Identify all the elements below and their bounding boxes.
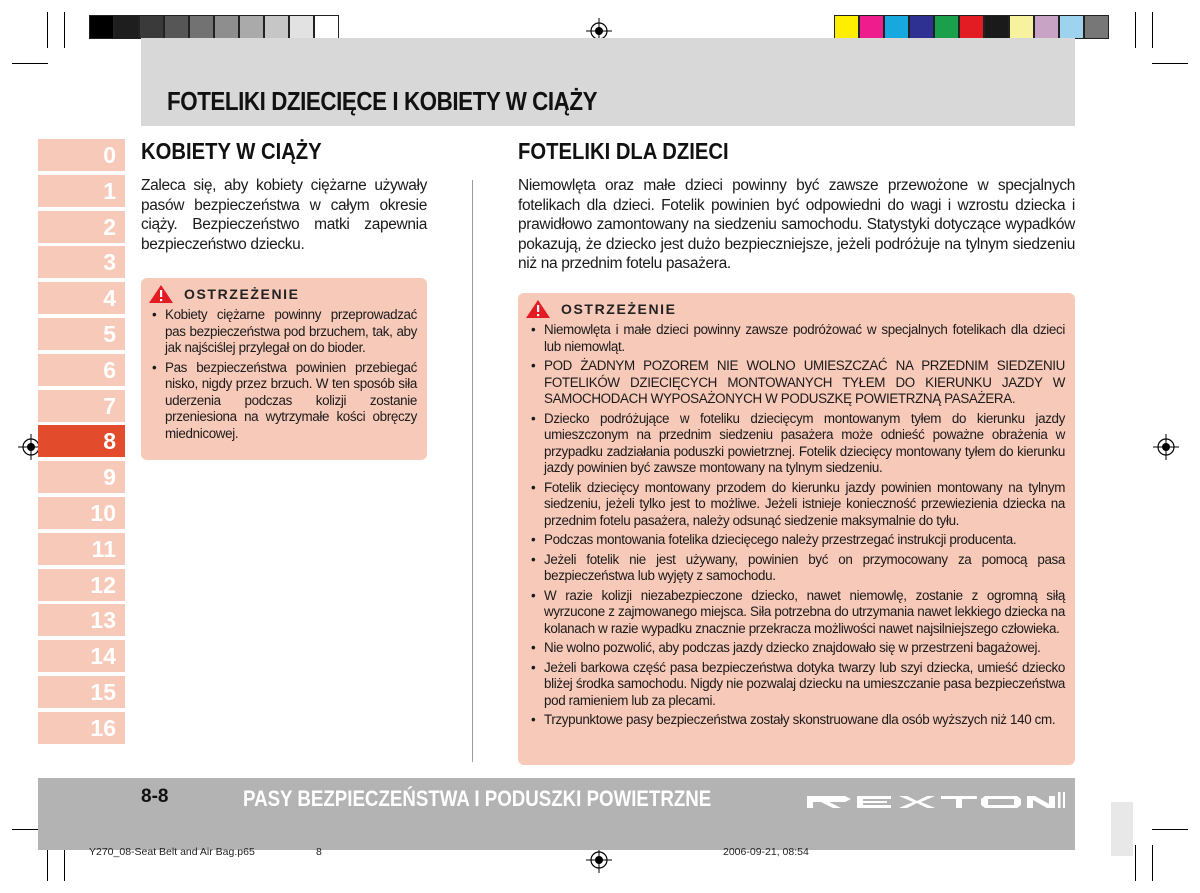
color-swatch xyxy=(934,15,959,39)
chapter-tab-2[interactable]: 2 xyxy=(38,211,125,243)
warning-item: • Pas bezpieczeństwa powinien przebiegać nisko, nigdy przez brzuch. W ten sposób siła uderzenia podczas kolizji zostanie przeniesiona na wytrzymałe kości obręczy miednicowej. xyxy=(151,360,417,443)
chapter-tab-16[interactable]: 16 xyxy=(38,712,125,744)
chapter-tab-11[interactable]: 11 xyxy=(38,533,125,565)
crop-mark xyxy=(1152,63,1188,64)
section-heading-pregnant: KOBIETY W CIĄŻY xyxy=(141,138,322,164)
rexton-logo-icon xyxy=(805,786,1065,812)
print-slug-page: 8 xyxy=(316,846,322,858)
registration-mark-icon xyxy=(1153,434,1179,460)
child-seats-paragraph: Niemowlęta oraz małe dzieci powinny być zawsze przewożone w specjalnych fotelikach dla dzieci. Fotelik powinien być odpowiedni do wagi i wzrostu dziecka i prawidłowo zamontowany na siedzeniu samochodu. Statystyki dotyczące wypadków pokazują, że dziecko jest dużo bezpieczniejsze, jeżeli podróżuje na tylnym siedzeniu niż na przednim fotelu pasażera. xyxy=(518,177,1075,272)
chapter-tab-1[interactable]: 1 xyxy=(38,175,125,207)
chapter-tab-15[interactable]: 15 xyxy=(38,676,125,708)
warning-item: • Nie wolno pozwolić, aby podczas jazdy dziecko znajdowało się w przestrzeni bagażowej. xyxy=(530,640,1065,657)
warning-item: • Niemowlęta i małe dzieci powinny zawsze podróżować w specjalnych fotelikach dla dzieci lub niemowląt. xyxy=(530,322,1065,355)
chapter-tab-7[interactable]: 7 xyxy=(38,390,125,422)
gray-swatch xyxy=(189,15,214,39)
pregnant-paragraph: Zaleca się, aby kobiety ciężarne używały pasów bezpieczeństwa w całym okresie ciąży. Bezpieczeństwo matki zapewnia bezpieczeństwo dziecku. xyxy=(141,177,427,253)
chapter-tab-12[interactable]: 12 xyxy=(38,569,125,601)
crop-mark xyxy=(1135,12,1136,48)
crop-mark xyxy=(47,12,48,48)
warning-item: • W razie kolizji niezabezpieczone dziecko, nawet niemowlę, zostanie z ogromną siłą wyrzucone z zajmowanego miejsca. Siła potrzebna do utrzymania nawet lekkiego dziecka na kolanach w razie wypadku znacznie przekracza możliwości nawet najsilniejszego człowieka. xyxy=(530,588,1065,638)
warning-triangle-icon xyxy=(525,299,551,319)
crop-mark xyxy=(12,63,48,64)
color-swatch xyxy=(834,15,859,39)
page-number: 8-8 xyxy=(141,786,169,807)
color-swatch xyxy=(984,15,1009,39)
warning-title: OSTRZEŻENIE xyxy=(184,286,300,302)
warning-item: • Podczas montowania fotelika dziecięcego należy przestrzegać instrukcji producenta. xyxy=(530,532,1065,549)
color-swatch xyxy=(1084,15,1109,39)
chapter-tab-3[interactable]: 3 xyxy=(38,246,125,278)
warning-item: • Dziecko podróżujące w foteliku dziecięcym montowanym tyłem do kierunku jazdy umieszczonym na przednim siedzeniu pasażera może odnieść poważne obrażenia w przypadku zadziałania poduszki powietrznej. Fotelik dziecięcy montowany tyłem do kierunku jazdy powinien być zawsze montowany na tylnym siedzeniu. xyxy=(530,411,1065,477)
warning-item: • Jeżeli fotelik nie jest używany, powinien być on przymocowany za pomocą pasa bezpieczeństwa lub wyjęty z samochodu. xyxy=(530,552,1065,585)
crop-mark xyxy=(1135,845,1136,881)
warning-item: • Jeżeli barkowa część pasa bezpieczeństwa dotyka twarzy lub szyi dziecka, umieść dziecko bliżej środka samochodu. Nigdy nie pozwalaj dziecku na umieszczanie pasa bezpieczeństwa pod ramieniem lub za plecami. xyxy=(530,660,1065,710)
chapter-tab-8[interactable]: 8 xyxy=(38,425,125,457)
color-swatch xyxy=(959,15,984,39)
footer-section-title: PASY BEZPIECZEŃSTWA I PODUSZKI POWIETRZNE xyxy=(243,786,712,811)
color-swatch xyxy=(1034,15,1059,39)
gray-swatch xyxy=(314,15,339,39)
color-bar xyxy=(834,15,1109,39)
warning-header xyxy=(525,299,677,319)
print-slug-datetime: 2006-09-21, 08:54 xyxy=(723,846,809,858)
warning-box-child-seats xyxy=(518,293,1075,765)
warning-list xyxy=(530,322,1065,732)
gray-swatch xyxy=(89,15,114,39)
crop-mark xyxy=(64,12,65,48)
section-heading-child-seats: FOTELIKI DLA DZIECI xyxy=(518,138,729,164)
color-swatch xyxy=(859,15,884,39)
crop-mark xyxy=(1152,845,1153,881)
warning-list xyxy=(151,307,417,445)
gray-swatch xyxy=(114,15,139,39)
warning-triangle-icon xyxy=(148,284,174,304)
color-swatch xyxy=(1059,15,1084,39)
page-edge-tab xyxy=(1111,802,1133,856)
color-swatch xyxy=(909,15,934,39)
print-slug-file: Y270_08-Seat Belt and Air Bag.p65 xyxy=(89,846,255,858)
color-swatch xyxy=(1009,15,1034,39)
chapter-tab-0[interactable]: 0 xyxy=(38,139,125,171)
registration-mark-icon xyxy=(586,847,612,873)
gray-swatch xyxy=(214,15,239,39)
warning-header xyxy=(148,284,300,304)
chapter-tab-14[interactable]: 14 xyxy=(38,640,125,672)
chapter-tab-10[interactable]: 10 xyxy=(38,497,125,529)
chapter-tab-13[interactable]: 13 xyxy=(38,604,125,636)
grayscale-bar xyxy=(89,15,339,39)
chapter-tab-6[interactable]: 6 xyxy=(38,354,125,386)
warning-item: • Kobiety ciężarne powinny przeprowadzać pas bezpieczeństwa pod brzuchem, tak, aby jak najściślej przylegał on do bioder. xyxy=(151,307,417,357)
warning-box-pregnant xyxy=(141,278,427,460)
gray-swatch xyxy=(239,15,264,39)
column-divider xyxy=(472,180,473,762)
page-title: FOTELIKI DZIECIĘCE I KOBIETY W CIĄŻY xyxy=(167,86,598,116)
gray-swatch xyxy=(289,15,314,39)
crop-mark xyxy=(64,845,65,881)
gray-swatch xyxy=(164,15,189,39)
chapter-tab-5[interactable]: 5 xyxy=(38,318,125,350)
warning-item: • POD ŻADNYM POZOREM NIE WOLNO UMIESZCZAĆ NA PRZEDNIM SIEDZENIU FOTELIKÓW DZIECIĘCYCH MONTOWANYCH TYŁEM DO KIERUNKU JAZDY W SAMOCHODACH WYPOSAŻONYCH W PODUSZKĘ POWIETRZNĄ PASAŻERA. xyxy=(530,358,1065,408)
gray-swatch xyxy=(264,15,289,39)
rexton-logo xyxy=(805,786,1065,812)
gray-swatch xyxy=(139,15,164,39)
chapter-tab-9[interactable]: 9 xyxy=(38,461,125,493)
warning-item: • Trzypunktowe pasy bezpieczeństwa zostały skonstruowane dla osób wyższych niż 140 cm. xyxy=(530,712,1065,729)
color-swatch xyxy=(884,15,909,39)
warning-item: • Fotelik dziecięcy montowany przodem do kierunku jazdy powinien montowany na tylnym siedzeniu, jeżeli tylko jest to możliwe. Jeżeli istnieje konieczność przewiezienia dziecka na przednim fotelu pasażera, należy odsunąć siedzenie maksymalnie do tyłu. xyxy=(530,480,1065,530)
crop-mark xyxy=(1152,829,1188,830)
chapter-tab-4[interactable]: 4 xyxy=(38,282,125,314)
warning-title: OSTRZEŻENIE xyxy=(561,301,677,317)
crop-mark xyxy=(1152,12,1153,48)
crop-mark xyxy=(47,845,48,881)
